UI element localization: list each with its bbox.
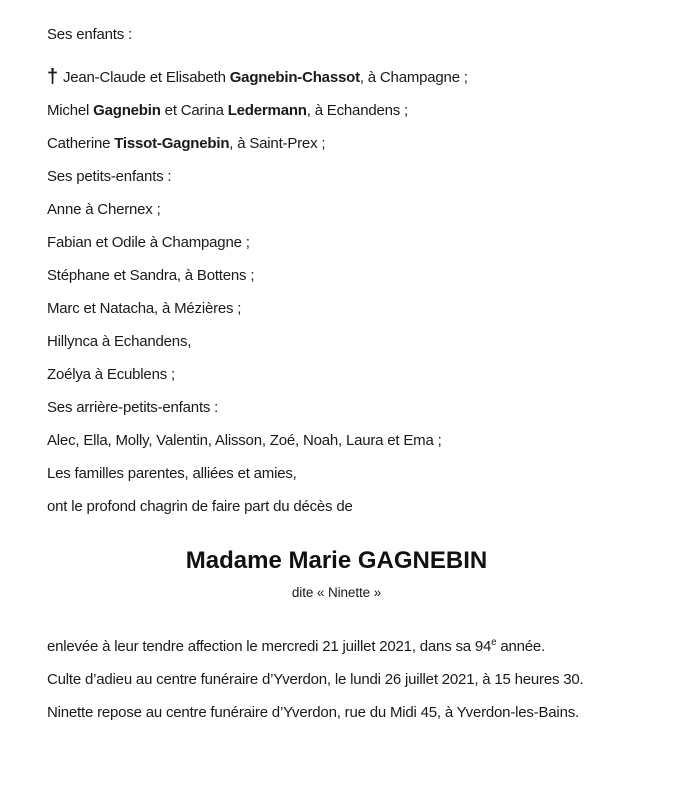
text-segment: Fabian et Odile à Champagne ;: [47, 234, 250, 251]
text-line: [47, 67, 661, 87]
text-line: [47, 497, 661, 516]
latin-cross-icon: †: [47, 66, 58, 88]
text-segment: Alec, Ella, Molly, Valentin, Alisson, Zoé, Noah, Laura et Ema ;: [47, 432, 442, 449]
text-segment: Culte d’adieu au centre funéraire d’Yverdon, le lundi 26 juillet 2021, à 15 heures 30.: [47, 671, 584, 688]
text-segment: Zoélya à Ecublens ;: [47, 366, 175, 383]
family-intro-section: [0, 25, 673, 516]
text-segment: année.: [496, 638, 546, 655]
text-line: [47, 670, 661, 689]
text-segment: Ses petits-enfants :: [47, 168, 172, 185]
text-segment: et Carina: [160, 102, 228, 119]
text-segment: Hillynca à Echandens,: [47, 333, 192, 350]
text-line: [47, 266, 661, 285]
text-segment: e: [491, 637, 497, 648]
text-line: [47, 464, 661, 483]
text-segment: enlevée à leur tendre affection le mercredi 21 juillet 2021, dans sa 94: [47, 638, 492, 655]
text-line: [47, 233, 661, 252]
text-line: [47, 200, 661, 219]
text-segment: ont le profond chagrin de faire part du décès de: [47, 498, 353, 515]
text-segment: , à Echandens ;: [306, 102, 409, 119]
text-segment: Tissot-Gagnebin: [114, 135, 230, 152]
text-line: [47, 25, 661, 44]
text-segment: Ninette repose au centre funéraire d’Yverdon, rue du Midi 45, à Yverdon-les-Bains.: [47, 704, 579, 721]
text-segment: Gagnebin: [93, 102, 161, 119]
text-segment: Michel: [47, 102, 94, 119]
text-segment: Anne à Chernex ;: [47, 201, 161, 218]
text-line: [47, 134, 661, 153]
ceremony-details-section: [0, 637, 673, 722]
text-segment: Ses arrière-petits-enfants :: [47, 399, 219, 416]
text-line: [47, 431, 661, 450]
text-line: [47, 398, 661, 417]
text-segment: Jean-Claude et Elisabeth: [62, 69, 230, 86]
text-line: [47, 637, 661, 656]
text-line: [47, 365, 661, 384]
text-segment: Catherine: [47, 135, 115, 152]
text-segment: Ledermann: [227, 102, 307, 119]
text-segment: , à Champagne ;: [359, 69, 468, 86]
text-line: [47, 101, 661, 120]
deceased-name: Madame Marie GAGNEBIN: [185, 547, 488, 574]
text-segment: Gagnebin-Chassot: [229, 69, 360, 86]
text-line: [47, 703, 661, 722]
text-segment: , à Saint-Prex ;: [229, 135, 326, 152]
text-line: [47, 167, 661, 186]
text-segment: Les familles parentes, alliées et amies,: [47, 465, 297, 482]
text-line: [47, 299, 661, 318]
text-segment: Ses enfants :: [47, 26, 132, 43]
deceased-name-block: [0, 546, 673, 601]
text-segment: Marc et Natacha, à Mézières ;: [47, 300, 242, 317]
text-segment: Stéphane et Sandra, à Bottens ;: [47, 267, 255, 284]
text-line: [47, 332, 661, 351]
deceased-alias: dite « Ninette »: [291, 585, 382, 600]
